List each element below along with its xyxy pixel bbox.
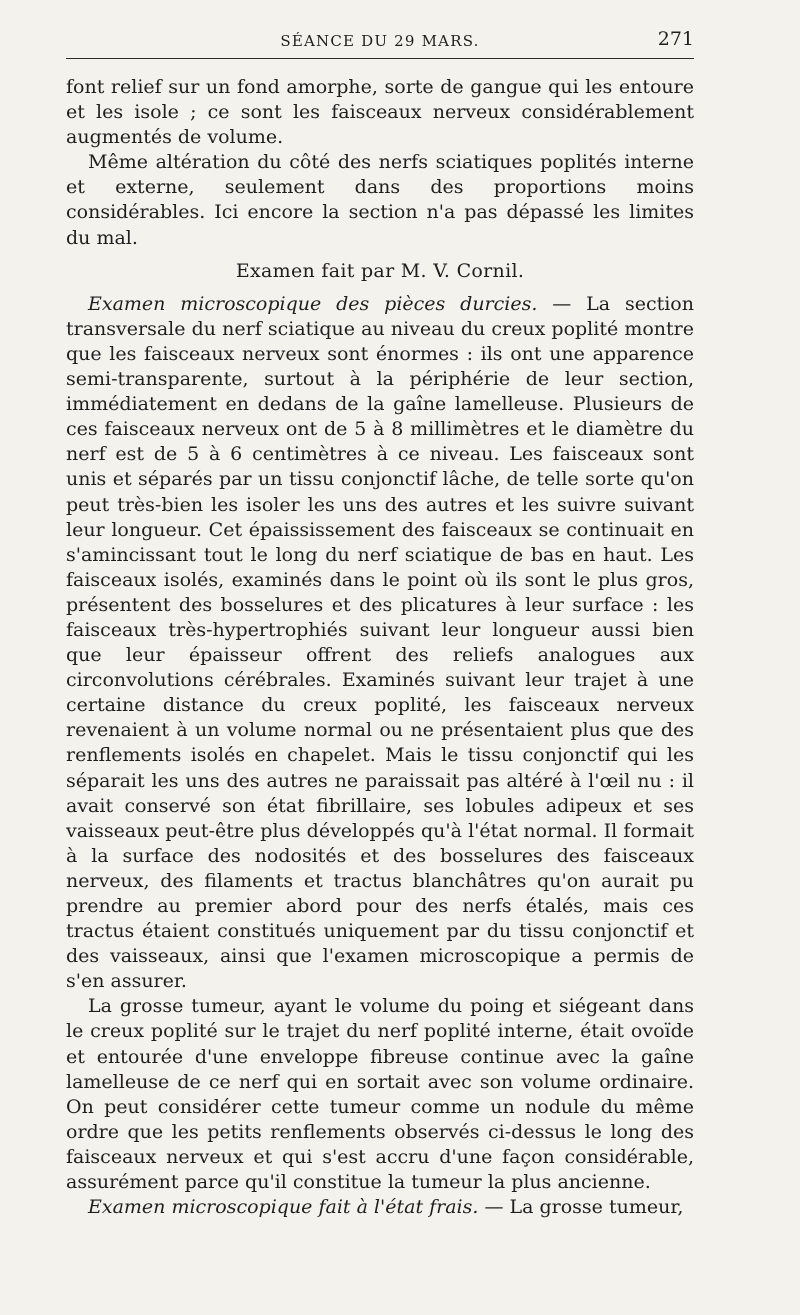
paragraph-1: font relief sur un fond amorphe, sorte de gangue qui les entoure et les isole ; ce sont les faisceaux nerveux considérablement augmentés de volume.	[66, 76, 694, 149]
paragraph-4: La grosse tumeur, ayant le volume du poing et siégeant dans le creux poplité sur le trajet du nerf poplité interne, était ovoïde et entourée d'une enveloppe fibreuse continue avec la gaîne lamelleuse de ce nerf qui en sortait avec son volume ordinaire. On peut considérer cette tumeur comme un nodule du même ordre que les petits renflements observés ci-dessus le long des faisceaux nerveux et qui s'est accru d'une façon considérable, assurément parce qu'il constitue la tumeur la plus ancienne.	[66, 995, 694, 1194]
paragraph-2: Même altération du côté des nerfs sciatiques poplités interne et externe, seulement dans des proportions moins considérables. Ici encore la section n'a pas dépassé les limites du mal.	[66, 151, 694, 249]
book-page	[66, 26, 694, 1220]
paragraph-5	[66, 1195, 694, 1220]
paragraph-3-text: — La section transversale du nerf sciatique au niveau du creux poplité montre que les faisceaux nerveux sont énormes : ils ont une apparence semi-transparente, surtout à la périphérie de leur section, immédiatement en dedans de la gaîne lamelleuse. Plusieurs de ces faisceaux nerveux ont de 5 à 8 millimètres et le diamètre du nerf est de 5 à 6 centimètres à ce niveau. Les faisceaux sont unis et séparés par un tissu conjonctif lâche, de telle sorte qu'on peut très-bien les isoler les uns des autres et les suivre suivant leur longueur. Cet épaississement des faisceaux se continuait en s'amincissant tout le long du nerf sciatique de bas en haut. Les faisceaux isolés, examinés dans le point où ils sont le plus gros, présentent des bosselures et des plicatures à leur surface : les faisceaux très-hypertrophiés suivant leur longueur aussi bien que leur épaisseur offrent des reliefs analogues aux circonvolutions cérébrales. Examinés suivant leur trajet à une certaine distance du creux poplité, les faisceaux nerveux revenaient à un volume normal ou ne présentaient plus que des renflements isolés en chapelet. Mais le tissu conjonctif qui les séparait les uns des autres ne paraissait pas altéré à l'œil nu : il avait conservé son état fibrillaire, ses lobules adipeux et ses vaisseaux peut-être plus développés qu'à l'état normal. Il formait à la surface des nodosités et des bosselures des faisceaux nerveux, des filaments et tractus blanchâtres qu'on aurait pu prendre au premier abord pour des nerfs étalés, mais ces tractus étaient constitués uniquement par du tissu conjonctif et des vaisseaux, ainsi que l'examen microscopique a permis de s'en assurer.	[66, 292, 694, 993]
paragraph-5-lead: Examen microscopique fait à l'état frais.	[88, 1196, 479, 1219]
body-text	[66, 75, 694, 1220]
running-title: SÉANCE DU 29 MARS.	[280, 32, 480, 50]
running-head	[66, 26, 694, 59]
section-heading: Examen fait par M. V. Cornil.	[235, 259, 525, 282]
paragraph-5-text: — La grosse tumeur,	[478, 1196, 684, 1219]
page-number: 271	[657, 28, 694, 50]
paragraph-3-lead: Examen microscopique des pièces durcies.	[88, 292, 538, 315]
paragraph-3	[66, 292, 694, 995]
